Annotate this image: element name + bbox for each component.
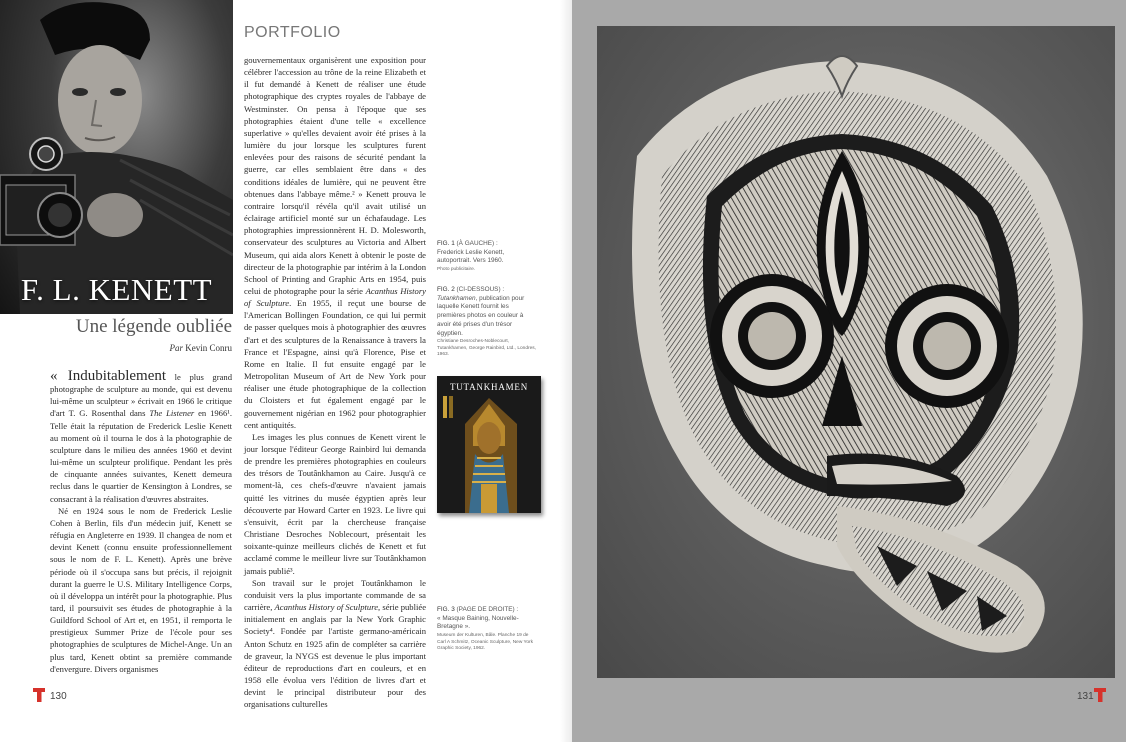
byline-author: Kevin Conru — [185, 343, 232, 353]
caption-text: « Masque Baining, Nouvelle-Bretagne ». — [437, 614, 519, 631]
magazine-t-logo — [33, 688, 45, 702]
caption-fig1 — [437, 240, 537, 274]
magazine-t-logo — [1094, 688, 1106, 702]
caption-text: Frederick Leslie Kenett, autoportrait. Vers 1960. — [437, 248, 505, 265]
text-run-italic: Acanthus History of Sculpture — [274, 602, 379, 613]
caption-credit: Christiane Desroches-Noblecourt, Tutankhamen, George Rainbird, Ltd., Londres, 1963. — [437, 339, 537, 358]
paragraph — [50, 370, 232, 505]
lead-word: « Indubitablement — [50, 368, 167, 384]
text-run: Son travail sur le projet Toutânkhamon le conduisit vers la plus importante commande de sa carrière, — [244, 577, 426, 613]
book-title: TUTANKHAMEN — [449, 382, 529, 392]
caption-title: Tutankhamen — [437, 294, 476, 302]
section-label: PORTFOLIO — [244, 24, 341, 41]
text-run: en 1966¹. Telle était la réputation de Frederick Leslie Kenett au moment où il tourna le dos à la photographie de sculpture dans le milieu des années 1960 et devint lui-même un sculpteur prolifique. Pendant les près de cinquante années suivantes, Kenett demeura reclus dans le quartier de Kensington à Londres, se consacrant à la réalisation d'œuvres abstraites. — [50, 408, 233, 504]
caption-credit: Museum der Kulturen, Bâle. Planche 19 de Carl A Schmitz, Oceanic Sculpture, New York Graphic Society, 1962. — [437, 633, 533, 652]
text-run: gouvernementaux organisèrent une exposition pour célébrer l'accession au trône de la reine Elizabeth et il fut demandé à Kenett de réaliser une étude photographique des cryptes royales de l'abbaye de Westminster. On pensa à l'époque que ses photographies étaient d'une telle « excellence superlative » qu'elles devaient avoir été prises à la lumière du jour lorsque les sculptures furent enlevées pour des raisons de sécurité pendant la guerre, car elles semblaient être dans « des conditions idéales de lumière, qui ne peuvent être obtenues dans l'abbaye même.² » Kenett prouva le contraire lorsqu'il révéla qu'il avait utilisé un éclairage artificiel monté sur un échafaudage. Les photographies impressionnèrent H. D. Molesworth, conservateur des sculptures au Victoria and Albert Museum, qui aida alors Kenett à obtenir le poste de directeur de la photographie par intérim à la London School of Printing and Graphic Arts en 1954, puis celui de photographe pour la série — [244, 55, 426, 296]
paragraph: Né en 1924 sous le nom de Frederick Leslie Cohen à Berlin, fils d'un médecin juif, Kenett se réfugia en Angleterre en 1939. Il changea de nom et devint Kenett (connu ensuite professionnellement sous le nom de F. L. Kenett). Après une brève période où il s'occupa sans but précis, il rejoignit durant la guerre le U.S. Military Intelligence Corps, où il développa un intérêt pour la photographie. Plus tard, il poursuivit ses études de photographie à la Guildford School of Art et, en 1951, il remporta le prestigieux Summer Prize de l'école pour ses photographies de sculptures de Michel-Ange. Un an plus tard, Kenett obtint sa première commande d'envergure. Divers organismes — [50, 505, 232, 674]
text-run-italic: The Listener — [149, 408, 195, 419]
caption-fig2 — [437, 286, 537, 359]
byline — [0, 343, 232, 353]
baining-mask-photo — [597, 26, 1115, 678]
caption-position: (CI-DESSOUS) : — [456, 286, 505, 293]
article-subtitle: Une légende oubliée — [75, 316, 232, 337]
paragraph — [244, 577, 426, 711]
caption-label: FIG. 1 — [437, 240, 455, 247]
paragraph — [244, 54, 426, 431]
text-run-italic: Acanthus History of Sculpture — [244, 285, 426, 309]
tutankhamen-book-cover — [437, 376, 541, 513]
page-number-right: 131 — [1077, 691, 1094, 702]
byline-prefix: Par — [169, 343, 183, 353]
caption-label: FIG. 2 — [437, 286, 455, 293]
caption-position: (PAGE DE DROITE) : — [456, 606, 519, 613]
paragraph: Les images les plus connues de Kenett virent le jour lorsque l'éditeur George Rainbird lui demanda de prendre les premières photographies en couleurs des trésors de Toutânkhamon au Caire. Jusqu'à ce moment-là, ces chefs-d'œuvre n'avaient jamais quitté les vitrines du musée égyptien après leur découverte par Howard Carter en 1923. Le livre qui s'ensuivit, écrit par la chercheuse française Christiane Desroches Noblecourt, présentait les soixante-quinze meilleurs clichés de Kenett et fut acclamé comme le meilleur livre sur Toutânkhamon jamais publié³. — [244, 431, 426, 576]
caption-credit: Photo publicitaire. — [437, 267, 476, 273]
caption-label: FIG. 3 — [437, 606, 455, 613]
caption-fig3 — [437, 606, 537, 653]
caption-position: (À GAUCHE) : — [456, 240, 498, 247]
kenett-portrait-photo — [0, 0, 233, 314]
text-column-1 — [50, 370, 232, 675]
article-title: F. L. KENETT — [20, 272, 213, 307]
page-number-left: 130 — [50, 691, 67, 702]
text-run: . En 1955, il reçut une bourse de l'American Bollingen Foundation, ce qui lui permit de passer quelques mois à photographier des œuvres d'art et des sculptures de la Renaissance à travers la France et l'Espagne, ainsi qu'à Florence, Pise et Rome en Italie. Il fut ensuite engagé par le Metropolitan Museum of Art de New York pour réaliser une étude photographique de la collection du Cloisters et fut également engagé par le gouvernement nigérian en 1962 pour photographier cent antiquités. — [244, 298, 427, 430]
text-run: le plus grand photographe de sculpture au monde, qui est devenu lui-même un sculpteur » écrivait en 1966 le critique d'art T. G. Rosenthal dans — [50, 372, 232, 419]
text-run: , série publiée initialement en anglais par la New York Graphic Society⁴. Fondée par l'artiste germano-américain Anton Schutz en 1925 afin de compléter sa carrière de graveur, la NYGS est devenue le plus important éditeur de reproductions d'art en couleurs, et en 1958 elle évolua vers l'édition de livres d'art et devint le principal distributeur pour des organisations culturelles — [244, 602, 427, 710]
text-column-2 — [244, 54, 426, 710]
caption-text: , publication pour laquelle Kenett fournit les premières photos en couleur à avoir été prises d'un trésor égyptien. — [437, 294, 525, 337]
